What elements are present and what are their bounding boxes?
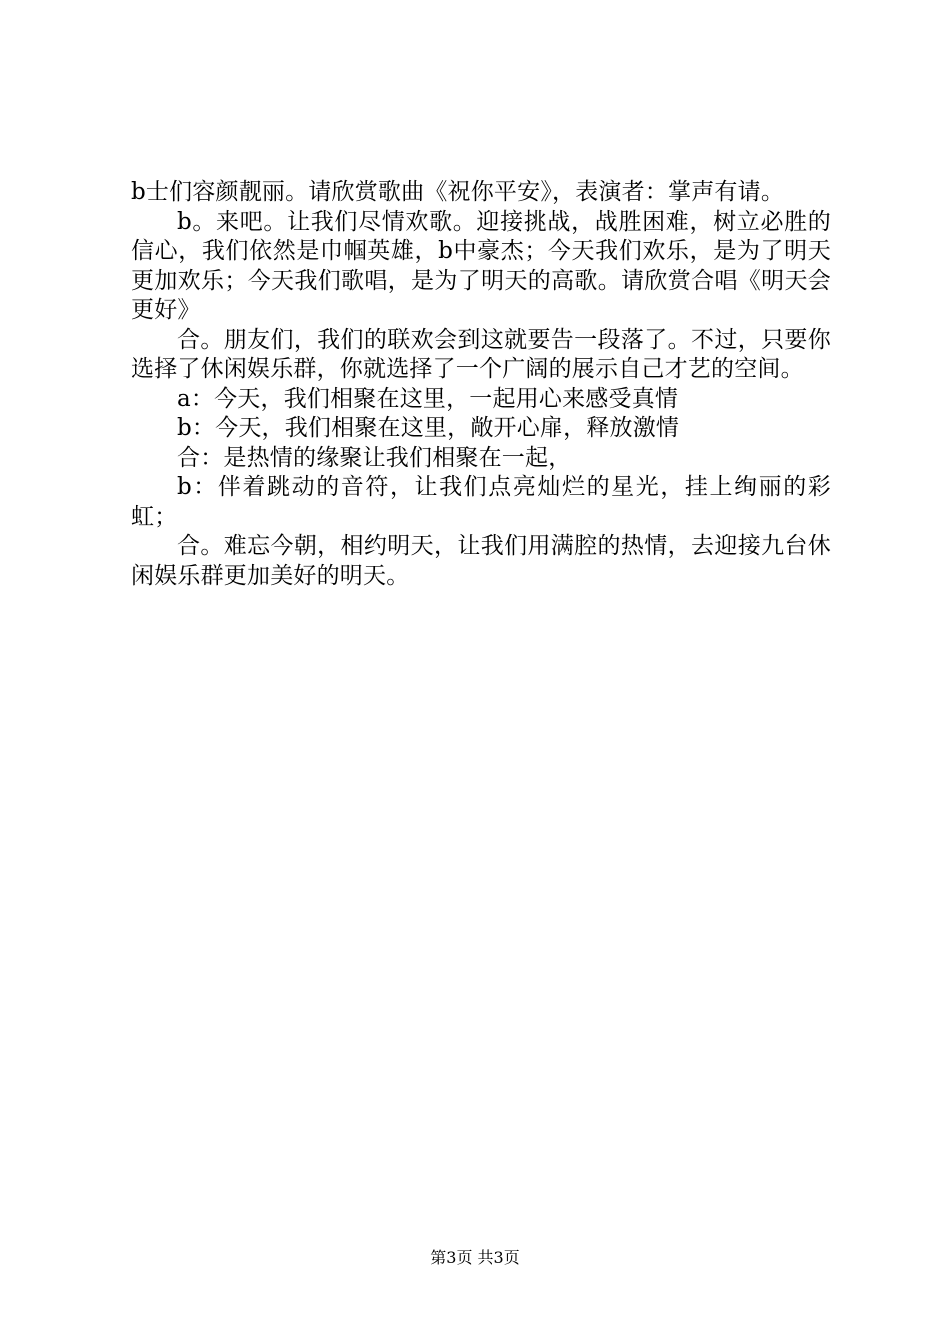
paragraph-4: a：今天，我们相聚在这里，一起用心来感受真情: [177, 385, 679, 412]
paragraph-7: b：伴着跳动的音符，让我们点亮灿烂的星光，挂上绚丽的彩虹；: [131, 474, 831, 530]
page-number-footer: 第3页 共3页: [430, 1248, 520, 1267]
paragraph-2: b。来吧。让我们尽情欢歌。迎接挑战，战胜困难，树立必胜的信心，我们依然是巾帼英雄，b中豪杰；今天我们欢乐，是为了明天更加欢乐；今天我们歌唱，是为了明天的高歌。请欣赏合唱《明天会更好》: [131, 208, 831, 323]
document-body: [131, 178, 831, 591]
paragraph-6: 合：是热情的缘聚让我们相聚在一起，: [177, 444, 572, 471]
paragraph-3: 合。朋友们，我们的联欢会到这就要告一段落了。不过，只要你选择了休闲娱乐群，你就选择了一个广阔的展示自己才艺的空间。: [131, 326, 831, 382]
paragraph-1: b士们容颜靓丽。请欣赏歌曲《祝你平安》，表演者：掌声有请。: [131, 179, 785, 205]
paragraph-8: 合。难忘今朝，相约明天，让我们用满腔的热情，去迎接九台休闲娱乐群更加美好的明天。: [131, 533, 831, 589]
paragraph-5: b：今天，我们相聚在这里，敞开心扉，释放激情: [177, 415, 680, 441]
